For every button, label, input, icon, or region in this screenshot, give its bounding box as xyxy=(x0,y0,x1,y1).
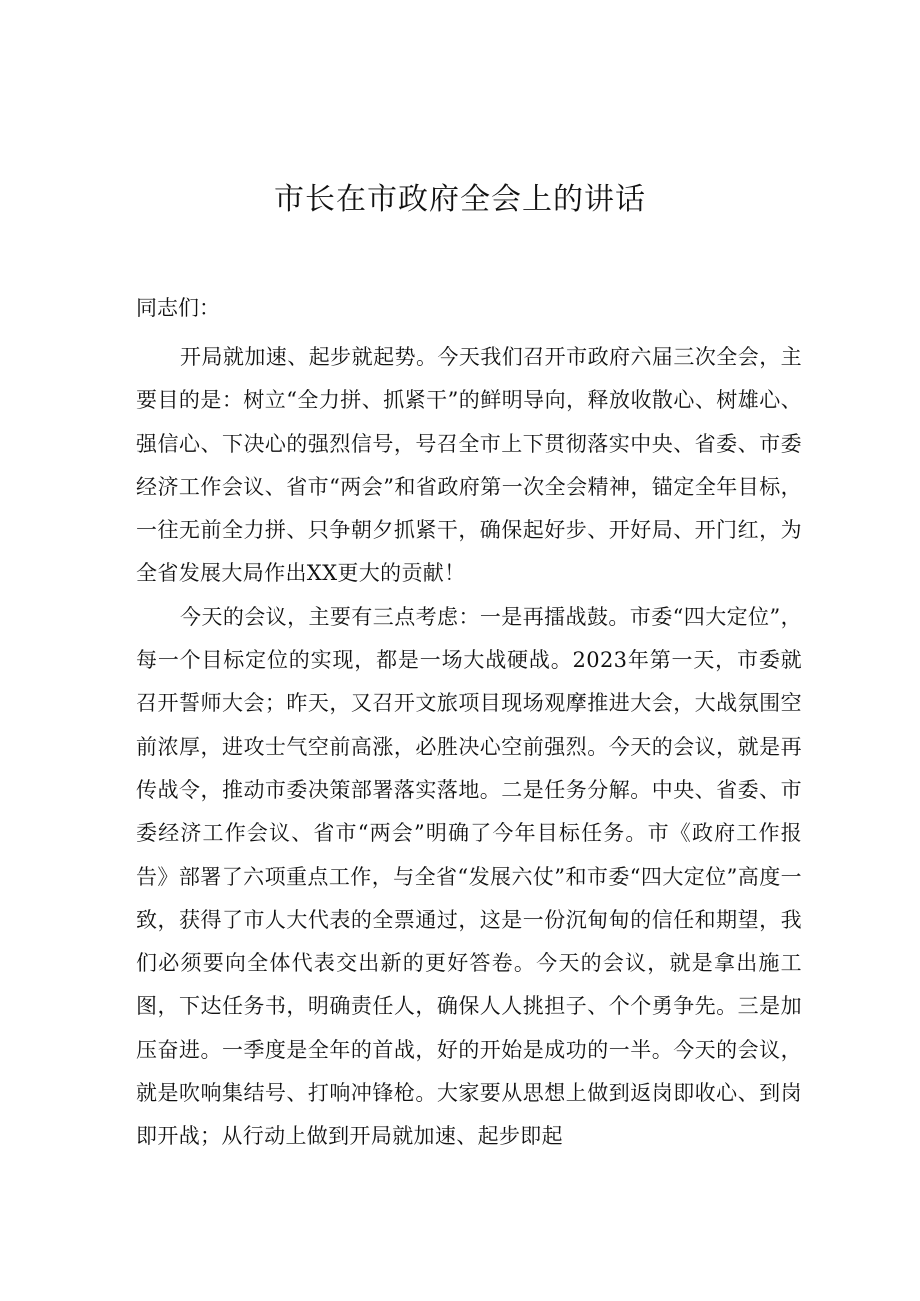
salutation: 同志们： xyxy=(136,296,220,320)
paragraph-meeting-considerations: 今天的会议，主要有三点考虑：一是再擂战鼓。市委“四大定位”，每一个目标定位的实现，都是一场大战硬战。2023年第一天，市委就召开誓师大会；昨天，又召开文旅项目现场观摩推进大会，大战氛围空前浓厚，进攻士气空前高涨，必胜决心空前强烈。今天的会议，就是再传战令，推动市委决策部署落实落地。二是任务分解。中央、省委、市委经济工作会议、省市“两会”明确了今年目标任务。市《政府工作报告》部署了六项重点工作，与全省“发展六仗”和市委“四大定位”高度一致，获得了市人大代表的全票通过，这是一份沉甸甸的信任和期望，我们必须要向全体代表交出新的更好答卷。今天的会议，就是拿出施工图，下达任务书，明确责任人，确保人人挑担子、个个勇争先。三是加压奋进。一季度是全年的首战，好的开始是成功的一半。今天的会议，就是吹响集结号、打响冲锋枪。大家要从思想上做到返岗即收心、到岗即开战；从行动上做到开局就加速、起步即起 xyxy=(136,604,802,1149)
paragraph-opening: 开局就加速、起步就起势。今天我们召开市政府六届三次全会，主要目的是：树立“全力拼、抓紧干”的鲜明导向，释放收散心、树雄心、强信心、下决心的强烈信号，号召全市上下贯彻落实中央、省委、市委经济工作会议、省市“两会”和省政府第一次全会精神，锚定全年目标，一往无前全力拼、只争朝夕抓紧干，确保起好步、开好局、开门红，为全省发展大局作出XX更大的贡献！ xyxy=(136,345,802,586)
document-title: 市长在市政府全会上的讲话 xyxy=(274,182,646,217)
document-body xyxy=(136,336,802,1159)
